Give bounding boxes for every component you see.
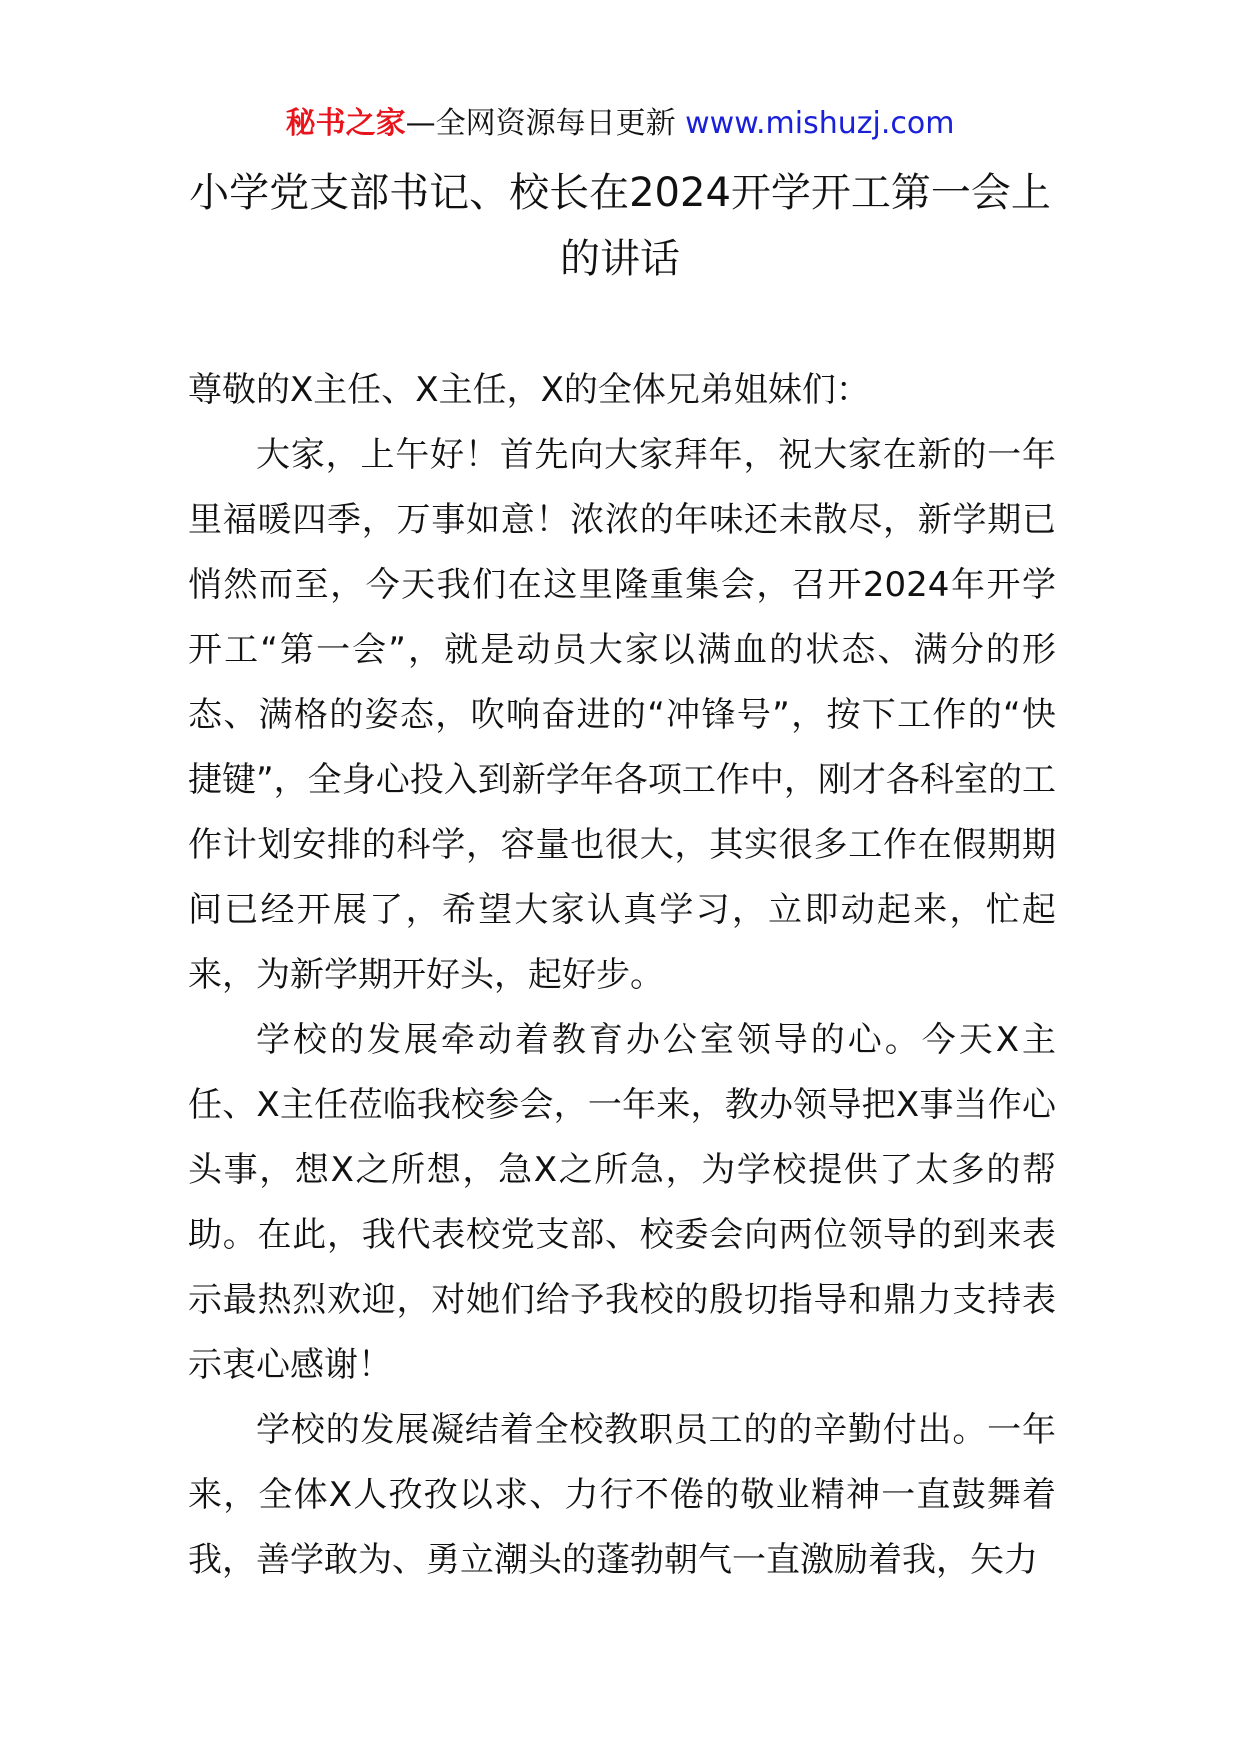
brand-name: 秘书之家 — [285, 106, 406, 141]
paragraph: 学校的发展牵动着教育办公室领导的心。今天X主任、X主任莅临我校参会，一年来，教办领导把X事当作心头事，想X之所想，急X之所急，为学校提供了太多的帮助。在此，我代表校党支部、校委会向两位领导的到来表示最热烈欢迎，对她们给予我校的殷切指导和鼎力支持表示衷心感谢！ — [188, 1020, 1056, 1385]
salutation: 尊敬的X主任、X主任，X的全体兄弟姐妹们： — [188, 370, 870, 410]
watermark-header — [0, 100, 1240, 148]
paragraph: 大家，上午好！首先向大家拜年，祝大家在新的一年里福暖四季，万事如意！浓浓的年味还未散尽，新学期已悄然而至，今天我们在这里隆重集会，召开2024年开学开工“第一会”，就是动员大家以满血的状态、满分的形态、满格的姿态，吹响奋进的“冲锋号”，按下工作的“快捷键”，全身心投入到新学年各项工作中，刚才各科室的工作计划安排的科学，容量也很大，其实很多工作在假期期间已经开展了，希望大家认真学习，立即动起来，忙起来，为新学期开好头，起好步。 — [188, 435, 1056, 995]
document-body — [188, 358, 1056, 1593]
header-tagline: —全网资源每日更新 — [405, 106, 686, 141]
header-url[interactable]: www.mishuzj.com — [685, 106, 955, 141]
document-title: 小学党支部书记、校长在2024开学开工第一会上的讲话 — [189, 170, 1051, 282]
paragraph: 学校的发展凝结着全校教职员工的的辛勤付出。一年来，全体X人孜孜以求、力行不倦的敬业精神一直鼓舞着我，善学敢为、勇立潮头的蓬勃朝气一直激励着我，矢力 — [188, 1410, 1056, 1580]
